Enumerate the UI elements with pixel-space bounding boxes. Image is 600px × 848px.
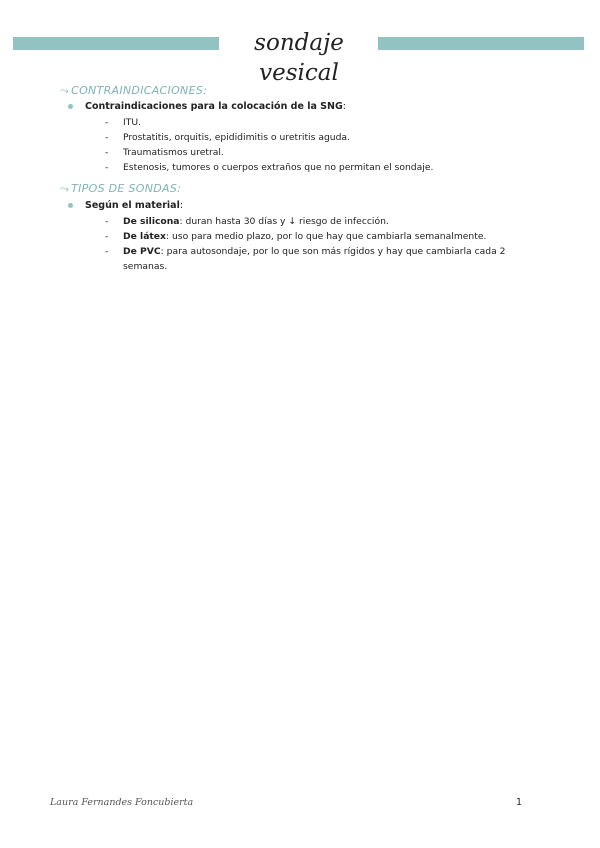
list-item-bold: De látex — [123, 231, 166, 242]
footer-author: Laura Fernandes Foncubierta — [50, 797, 194, 808]
section-heading-contraindicaciones — [60, 84, 207, 98]
squiggle-arrow-icon: ⤳ — [60, 182, 70, 195]
title-band-right — [378, 37, 584, 50]
list-item-bold: De silicona — [123, 216, 180, 227]
list-item-text: Traumatismos uretral. — [123, 147, 224, 158]
bullet-suffix: : — [179, 200, 184, 211]
list-item-text: : para autosondaje, por lo que son más rígidos y hay que cambiarla cada 2 semanas. — [123, 246, 506, 272]
title-band — [0, 28, 600, 86]
title-band-left — [13, 37, 219, 50]
list-item: - De látex: uso para medio plazo, por lo que hay que cambiarla semanalmente. — [105, 231, 487, 242]
page-number: 1 — [516, 797, 523, 808]
list-item-text: Prostatitis, orquitis, epididimitis o uretritis aguda. — [123, 132, 350, 143]
bullet-label: Contraindicaciones para la colocación de la SNG — [85, 101, 343, 112]
bullet-item — [68, 101, 346, 112]
squiggle-arrow-icon: ⤳ — [60, 84, 70, 97]
section-heading-tipos — [60, 182, 181, 196]
list-item-bold: De PVC — [123, 246, 161, 257]
list-item-text: : uso para medio plazo, por lo que hay que cambiarla semanalmente. — [165, 231, 487, 242]
list-item: - ITU. — [105, 116, 535, 131]
list-item-text: ITU. — [123, 117, 141, 128]
bullet-dot-icon — [68, 104, 73, 109]
section-heading-text: TIPOS DE SONDAS: — [71, 182, 182, 195]
list-item-text: : duran hasta 30 días y ↓ riesgo de infección. — [179, 216, 389, 227]
bullet-dot-icon — [68, 203, 73, 208]
list-item: - De silicona: duran hasta 30 días y ↓ riesgo de infección. — [105, 216, 389, 227]
list-item: - Traumatismos uretral. — [105, 146, 535, 161]
list-item: - Estenosis, tumores o cuerpos extraños que no permitan el sondaje. — [105, 161, 535, 176]
list-item: - Prostatitis, orquitis, epididimitis o uretritis aguda. — [105, 131, 535, 146]
list-item: - De PVC: para autosondaje, por lo que son más rígidos y hay que cambiarla cada 2 semanas. — [105, 246, 506, 272]
list-item-text: Estenosis, tumores o cuerpos extraños que no permitan el sondaje. — [123, 162, 434, 173]
section-heading-text: CONTRAINDICACIONES: — [71, 84, 208, 97]
bullet-item — [68, 200, 183, 211]
page-title: sondaje vesical — [254, 30, 344, 86]
bullet-suffix: : — [342, 101, 346, 112]
bullet-label: Según el material — [85, 200, 180, 211]
